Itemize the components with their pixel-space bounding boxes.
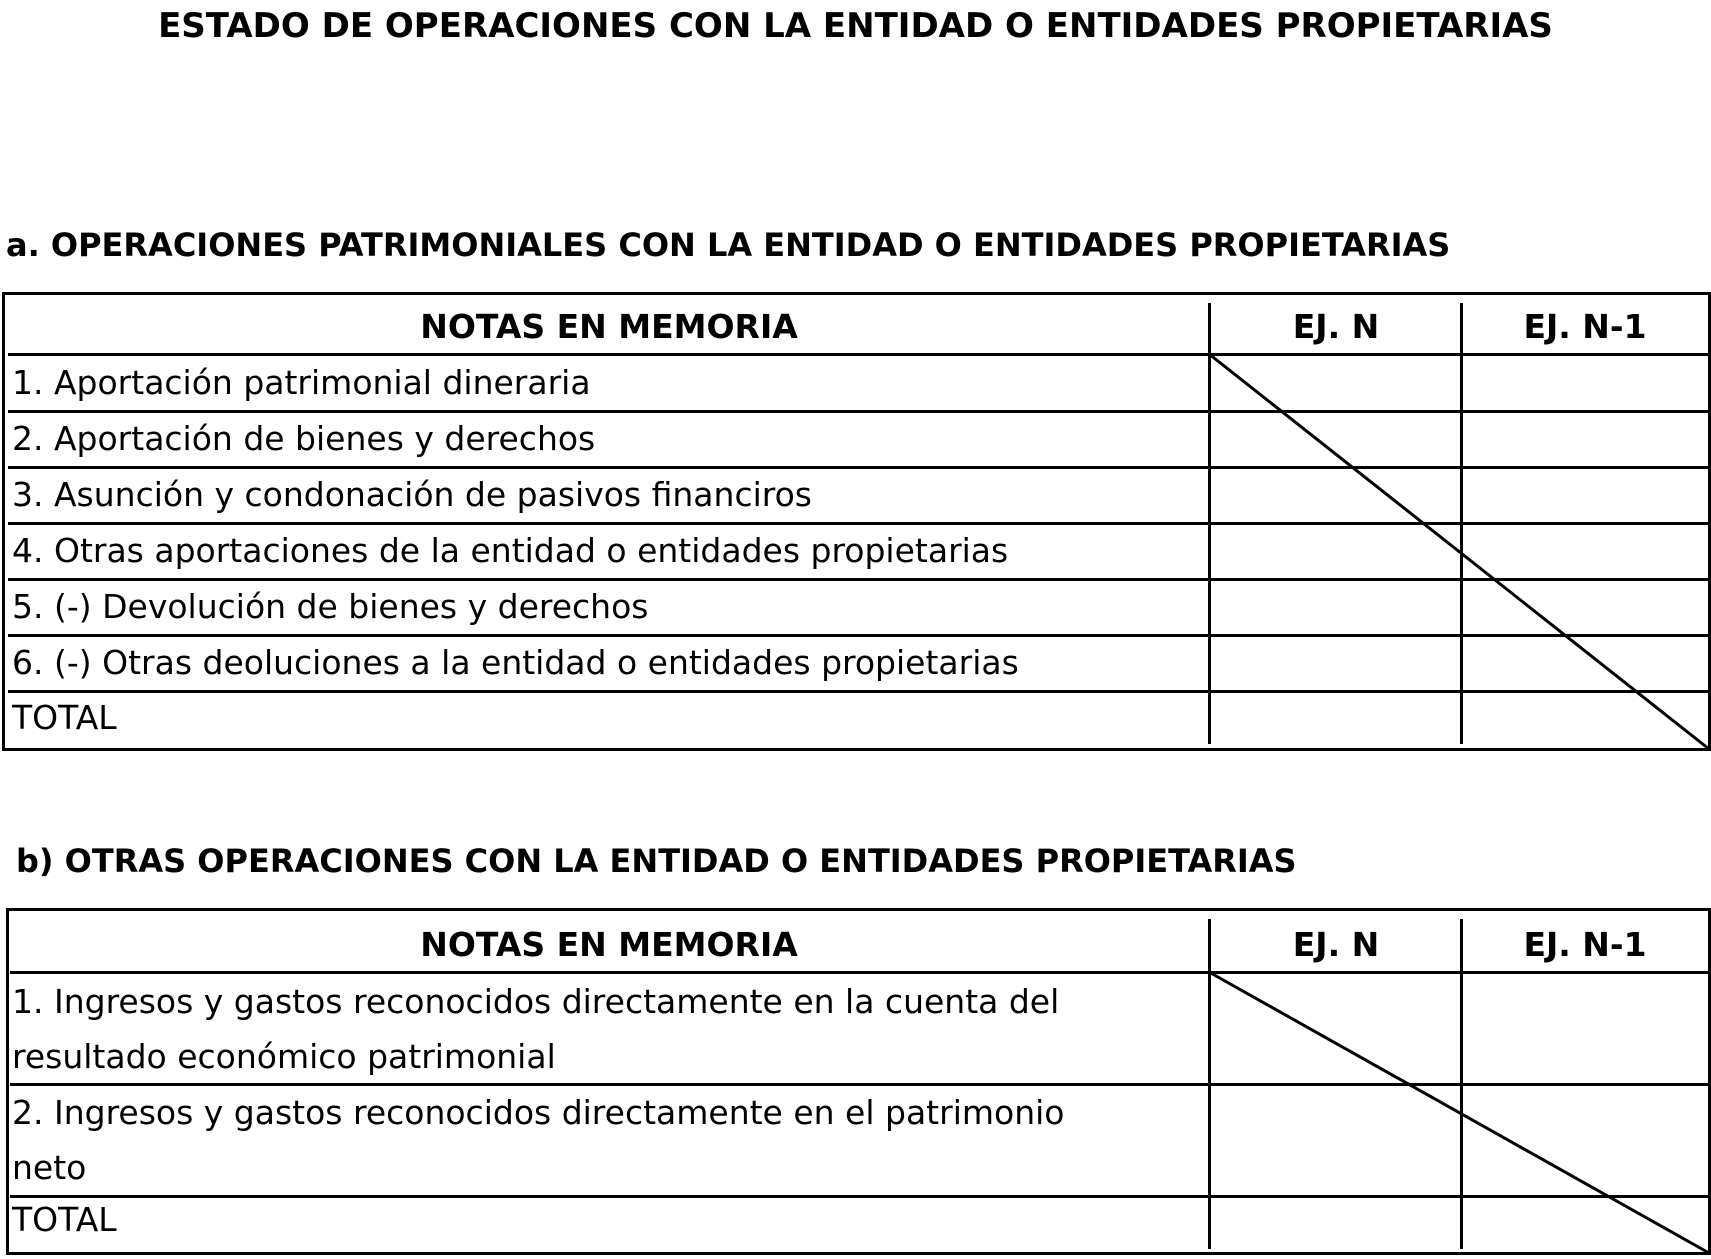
table-a-row-label: 4. Otras aportaciones de la entidad o entidades propietarias: [12, 531, 1009, 570]
table-a-row-separator: [8, 522, 1708, 525]
table-a-col-separator: [1460, 303, 1463, 744]
table-b-row-label-line1: 1. Ingresos y gastos reconocidos directamente en la cuenta del: [12, 982, 1060, 1021]
table-a-row-separator: [8, 353, 1708, 356]
table-a-header-notas: NOTAS EN MEMORIA: [420, 307, 798, 346]
table-b-col-separator: [1460, 919, 1463, 1249]
table-b-header-ej-n: EJ. N: [1292, 925, 1380, 964]
table-b-header-ej-n1: EJ. N-1: [1523, 925, 1647, 964]
table-a-header-ej-n: EJ. N: [1292, 307, 1380, 346]
table-b-header-notas: NOTAS EN MEMORIA: [420, 925, 798, 964]
table-b-row-separator: [10, 971, 1708, 974]
table-a-row-label: 1. Aportación patrimonial dineraria: [12, 363, 591, 402]
table-b-total-label: TOTAL: [12, 1200, 117, 1239]
section-b-heading: b) OTRAS OPERACIONES CON LA ENTIDAD O ENTIDADES PROPIETARIAS: [16, 842, 1297, 880]
table-a-row-label: 5. (-) Devolución de bienes y derechos: [12, 587, 649, 626]
section-a-heading: a. OPERACIONES PATRIMONIALES CON LA ENTIDAD O ENTIDADES PROPIETARIAS: [6, 226, 1451, 264]
table-a-header-ej-n1: EJ. N-1: [1523, 307, 1647, 346]
table-b-row-separator: [10, 1195, 1708, 1198]
page-title: ESTADO DE OPERACIONES CON LA ENTIDAD O ENTIDADES PROPIETARIAS: [158, 6, 1553, 46]
table-b-row-label-line2: resultado económico patrimonial: [12, 1037, 556, 1076]
table-b-row-label-line2: neto: [12, 1148, 87, 1187]
table-a-row-separator: [8, 578, 1708, 581]
table-a-row-separator: [8, 466, 1708, 469]
table-a-row-separator: [8, 410, 1708, 413]
table-a-row-label: 3. Asunción y condonación de pasivos financiros: [12, 475, 812, 514]
table-a-col-separator: [1208, 303, 1211, 744]
table-b-col-separator: [1208, 919, 1211, 1249]
table-a-row-separator: [8, 634, 1708, 637]
table-a-row-separator: [8, 690, 1708, 693]
table-a-row-label: 2. Aportación de bienes y derechos: [12, 419, 596, 458]
table-b-row-label-line1: 2. Ingresos y gastos reconocidos directamente en el patrimonio: [12, 1093, 1065, 1132]
table-b-row-separator: [10, 1083, 1708, 1086]
table-a-total-label: TOTAL: [12, 698, 117, 737]
table-a-row-label: 6. (-) Otras deoluciones a la entidad o entidades propietarias: [12, 643, 1019, 682]
